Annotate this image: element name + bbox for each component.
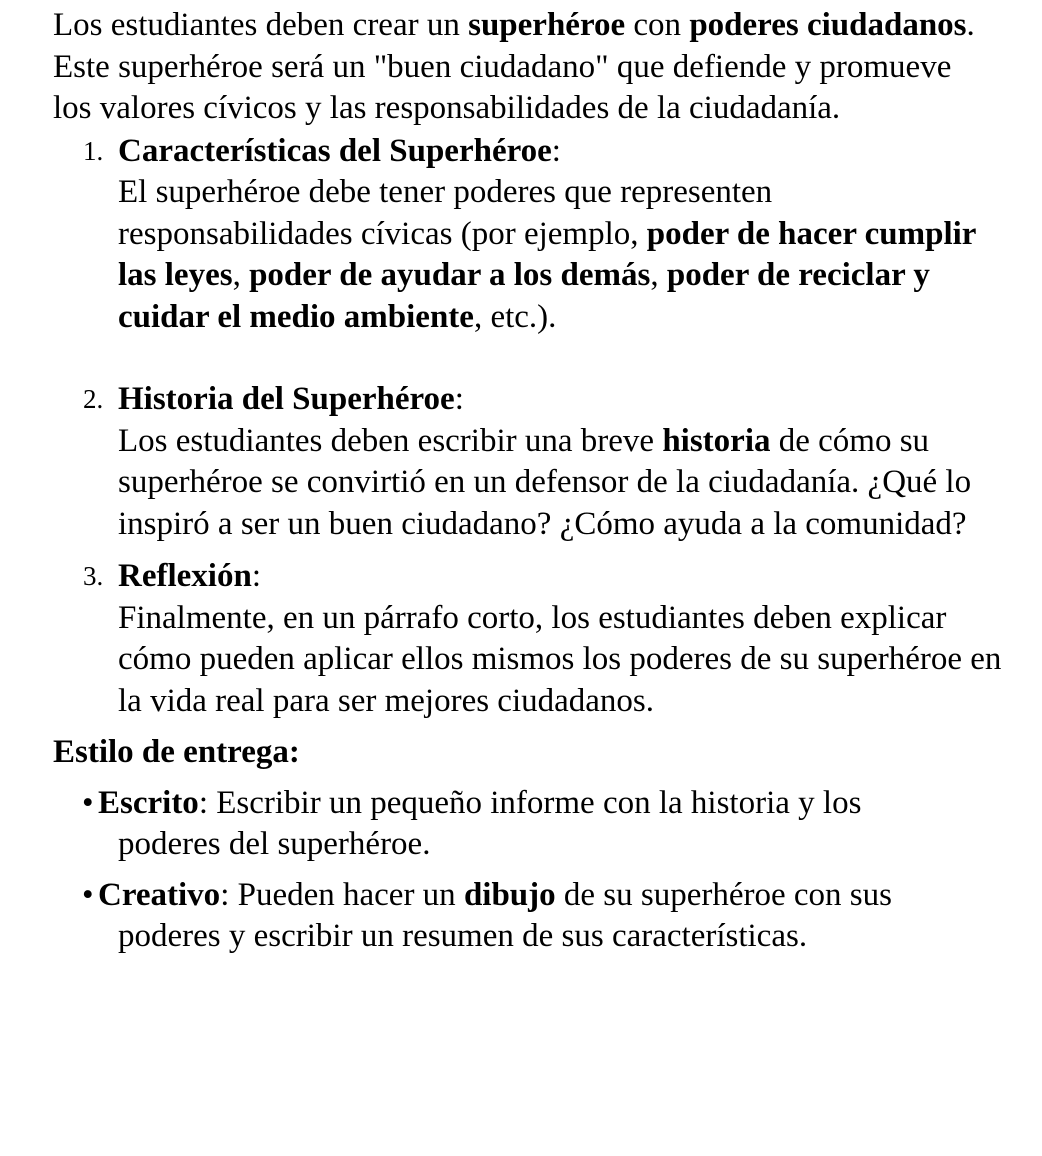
delivery-item-written	[53, 783, 958, 866]
delivery-item-text	[98, 785, 861, 863]
task-text: ,	[650, 257, 667, 293]
delivery-text: de su superhéroe con sus poderes y escribir un resumen de sus características.	[118, 876, 892, 954]
task-item-characteristics	[53, 131, 1013, 339]
task-description	[118, 421, 1013, 546]
task-bold-help: poder de ayudar a los demás	[249, 257, 651, 293]
delivery-item-text	[98, 877, 892, 955]
task-bold-story: historia	[662, 422, 771, 459]
task-text: de cómo su superhéroe se convirtió en un defensor de la ciudadanía. ¿Qué lo inspiró a ser un buen ciudadano? ¿Cómo ayuda a la comunidad?	[118, 422, 972, 542]
task-title-colon: :	[251, 558, 261, 594]
document	[53, 5, 1013, 958]
task-text: , etc.).	[473, 298, 557, 335]
intro-text: Los estudiantes deben crear un	[53, 7, 469, 43]
intro-text: . Este superhéroe será un "buen ciudadano" que defiende y promueve los valores cívicos y las responsabilidades de la ciudadanía.	[53, 7, 975, 126]
bullet-icon: •	[82, 876, 94, 913]
delivery-text: : Pueden hacer un	[220, 876, 464, 913]
delivery-heading: Estilo de entrega:	[53, 734, 300, 770]
task-text: Los estudiantes deben escribir una breve	[118, 422, 663, 459]
task-number: 2.	[83, 384, 104, 414]
delivery-list	[53, 783, 1013, 958]
task-bold-recycle: poder de reciclar y cuidar el medio ambiente	[118, 257, 930, 335]
bullet-icon: •	[82, 784, 94, 821]
task-title: Reflexión	[118, 558, 252, 594]
task-description	[118, 598, 1013, 723]
delivery-item-title: Escrito	[98, 784, 199, 821]
intro-text: con	[625, 7, 690, 43]
intro-paragraph	[53, 5, 993, 130]
task-text: El superhéroe debe tener poderes que representen responsabilidades cívicas (por ejemplo,	[118, 174, 773, 252]
task-bold-laws: poder de hacer cumplir las leyes	[118, 215, 976, 293]
delivery-bold-drawing: dibujo	[463, 876, 556, 913]
task-number: 1.	[83, 135, 104, 166]
task-text: Finalmente, en un párrafo corto, los estudiantes deben explicar cómo pueden aplicar ellos mismos los poderes de su superhéroe en la vida real para ser mejores ciudadanos.	[118, 599, 1002, 719]
task-list	[53, 131, 1013, 723]
task-title: Historia del Superhéroe	[118, 381, 455, 417]
task-title: Características del Superhéroe	[118, 132, 552, 169]
task-title-colon: :	[551, 132, 561, 169]
task-text: ,	[232, 257, 250, 293]
delivery-text: : Escribir un pequeño informe con la historia y los poderes del superhéroe.	[118, 784, 862, 862]
task-description	[118, 172, 988, 338]
delivery-item-creative	[53, 875, 963, 958]
intro-bold-superhero: superhéroe	[468, 7, 626, 43]
intro-bold-powers: poderes ciudadanos	[689, 7, 967, 43]
task-item-story	[53, 379, 1013, 545]
task-item-reflection	[53, 556, 1013, 722]
delivery-item-title: Creativo	[98, 876, 221, 913]
task-number: 3.	[83, 561, 104, 591]
task-title-colon: :	[454, 381, 464, 417]
